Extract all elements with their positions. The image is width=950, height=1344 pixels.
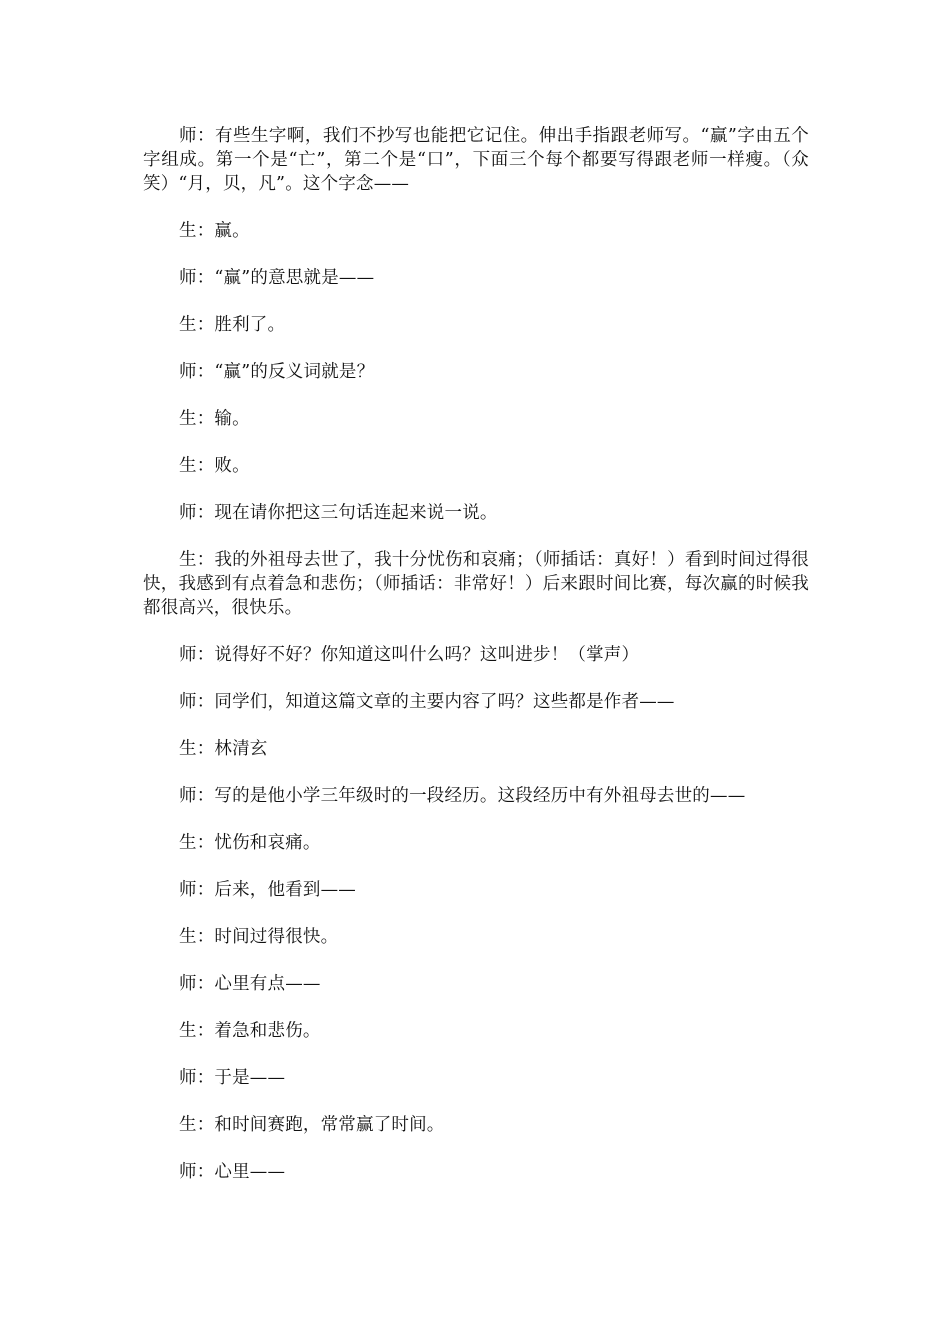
dialogue-paragraph: 师：现在请你把这三句话连起来说一说。 xyxy=(179,503,498,523)
dialogue-paragraph: 师：心里有点—— xyxy=(179,974,321,994)
dialogue-paragraph: 师：有些生字啊，我们不抄写也能把它记住。伸出手指跟老师写。“赢”字由五个字组成。第一个是“亡”，第二个是“口”，下面三个每个都要写得跟老师一样瘦。（众笑）“月，贝，凡”。这个字念—— xyxy=(143,126,809,194)
dialogue-paragraph: 师：“赢”的意思就是—— xyxy=(179,268,375,288)
dialogue-paragraph: 师：心里—— xyxy=(179,1162,286,1182)
dialogue-paragraph: 师：写的是他小学三年级时的一段经历。这段经历中有外祖母去世的—— xyxy=(179,786,746,806)
dialogue-paragraph: 生：着急和悲伤。 xyxy=(179,1021,321,1041)
dialogue-paragraph: 师：后来，他看到—— xyxy=(179,880,356,900)
dialogue-paragraph: 师：“赢”的反义词就是？ xyxy=(179,362,375,382)
dialogue-paragraph: 生：和时间赛跑，常常赢了时间。 xyxy=(179,1115,445,1135)
dialogue-paragraph: 师：说得好不好？你知道这叫什么吗？这叫进步！（掌声） xyxy=(179,645,640,665)
dialogue-paragraph: 生：忧伤和哀痛。 xyxy=(179,833,321,853)
dialogue-paragraph: 生：赢。 xyxy=(179,221,250,241)
dialogue-transcript xyxy=(143,124,809,1207)
dialogue-paragraph: 生：林清玄 xyxy=(179,739,268,759)
dialogue-paragraph: 生：时间过得很快。 xyxy=(179,927,339,947)
dialogue-paragraph: 生：败。 xyxy=(179,456,250,476)
dialogue-paragraph: 生：输。 xyxy=(179,409,250,429)
dialogue-paragraph: 生：我的外祖母去世了，我十分忧伤和哀痛；（师插话：真好！）看到时间过得很快，我感到有点着急和悲伤；（师插话：非常好！）后来跟时间比赛，每次赢的时候我都很高兴，很快乐。 xyxy=(143,550,809,618)
dialogue-paragraph: 师：于是—— xyxy=(179,1068,286,1088)
dialogue-paragraph: 师：同学们，知道这篇文章的主要内容了吗？这些都是作者—— xyxy=(179,692,675,712)
dialogue-paragraph: 生：胜利了。 xyxy=(179,315,286,335)
